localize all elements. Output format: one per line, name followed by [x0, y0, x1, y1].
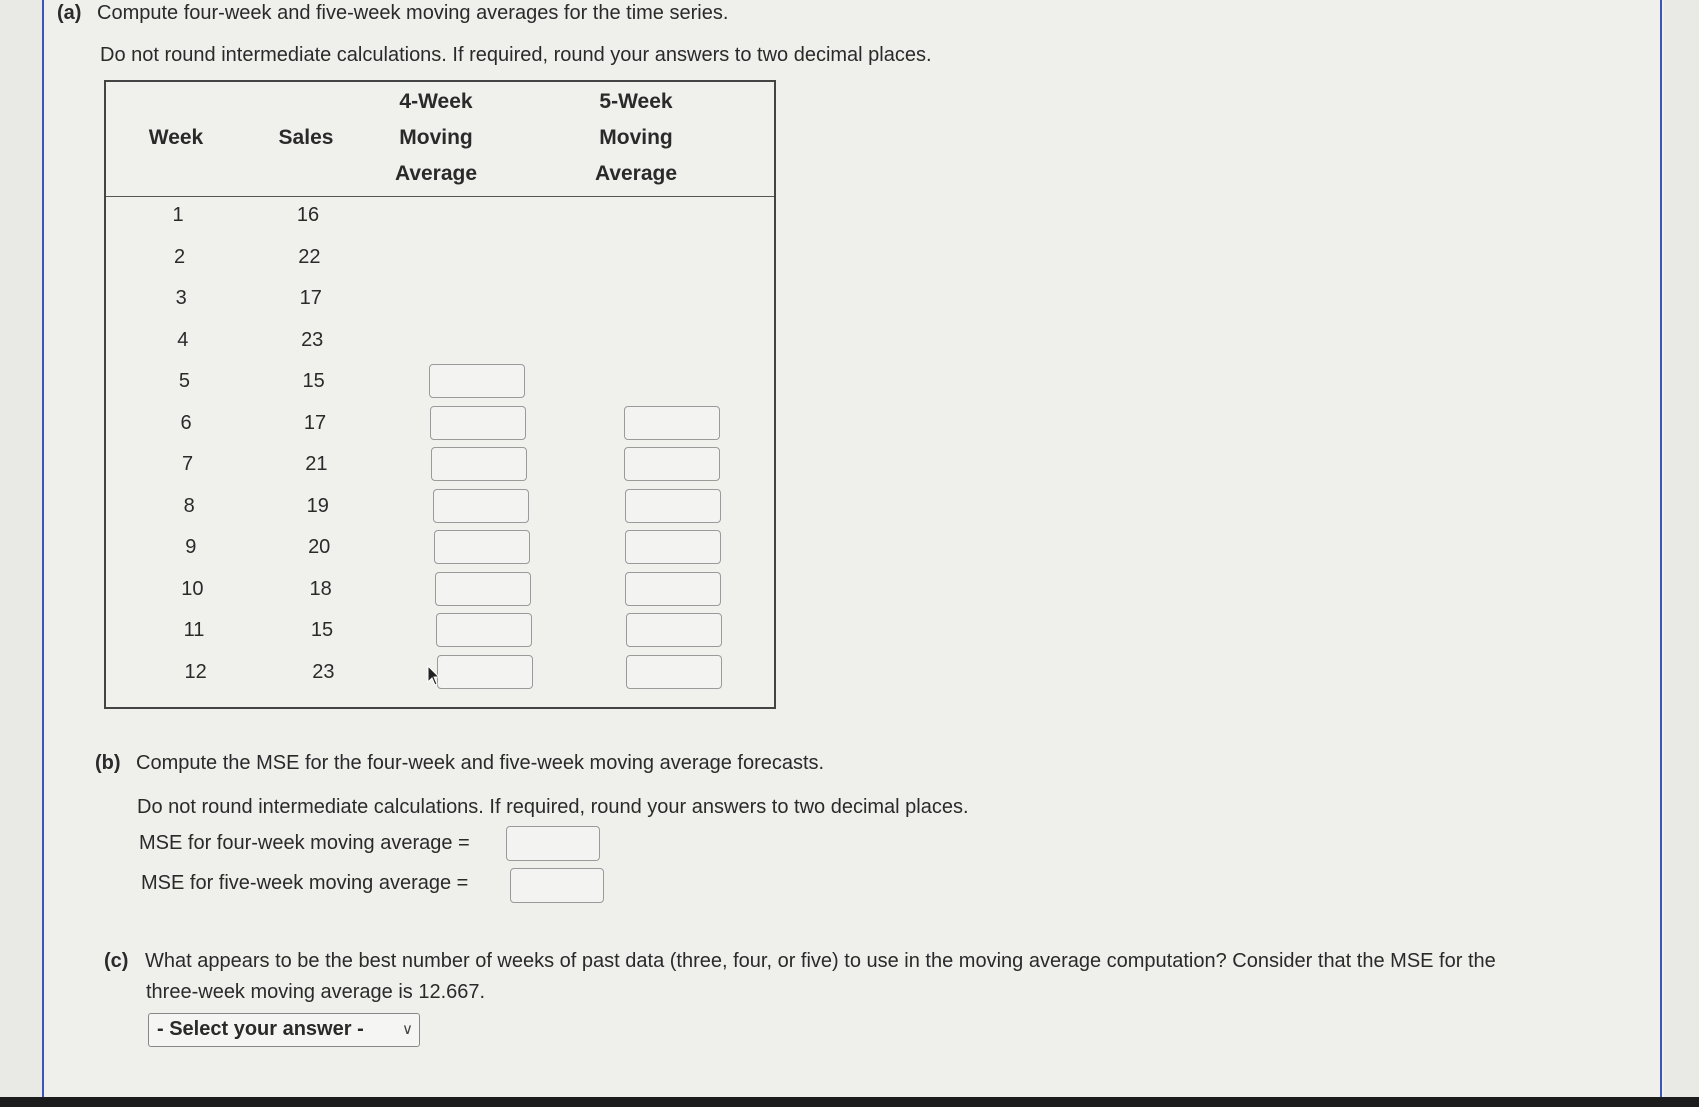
sales-cell: 20: [308, 536, 331, 558]
sales-cell: 15: [302, 370, 325, 392]
ma5-input[interactable]: [625, 530, 721, 564]
part-a-label: (a): [57, 2, 82, 24]
part-c-prompt-line1: What appears to be the best number of weeks of past data (three, four, or five) to use in the moving average computation? Consider that the MSE for the: [145, 950, 1496, 972]
sales-cell: 18: [309, 577, 332, 600]
ma4-input[interactable]: [433, 489, 529, 523]
chevron-down-icon: ∨: [402, 1021, 413, 1038]
week-cell: 10: [181, 577, 204, 600]
sales-cell: 22: [298, 245, 321, 268]
part-b-prompt: Compute the MSE for the four-week and five-week moving average forecasts.: [136, 752, 825, 774]
week-cell: 3: [175, 287, 187, 309]
ma4-input[interactable]: [436, 613, 532, 647]
ma4-input[interactable]: [430, 406, 526, 440]
week-cell: 4: [177, 328, 189, 351]
part-b-label: (b): [95, 752, 121, 774]
moving-average-table: [104, 80, 776, 709]
week-cell: 9: [185, 536, 197, 558]
right-border: [1660, 0, 1662, 1107]
part-b-instruction: Do not round intermediate calculations. If required, round your answers to two decimal places.: [137, 796, 969, 818]
week-cell: 7: [182, 453, 194, 475]
mse5-input[interactable]: [510, 868, 604, 903]
sales-cell: 21: [305, 453, 328, 475]
part-c-label: (c): [104, 950, 129, 972]
sales-cell: 16: [296, 204, 320, 226]
sales-cell: 23: [312, 660, 335, 683]
mouse-pointer-icon: [427, 665, 443, 687]
header-sales: Sales: [278, 126, 334, 149]
header-4week: 4-Week Moving Average: [394, 90, 478, 185]
header-5week: 5-Week Moving Average: [594, 90, 678, 185]
ma5-input[interactable]: [625, 572, 721, 606]
part-c-prompt-line2: three-week moving average is 12.667.: [146, 981, 486, 1003]
part-a-prompt: Compute four-week and five-week moving averages for the time series.: [97, 2, 729, 24]
ma5-input[interactable]: [625, 489, 721, 523]
week-cell: 8: [183, 494, 195, 517]
week-cell: 6: [180, 411, 192, 434]
best-weeks-select[interactable]: [148, 1013, 420, 1047]
ma5-input[interactable]: [626, 613, 722, 647]
week-cell: 2: [174, 245, 186, 268]
screen-bezel: [0, 1097, 1699, 1107]
ma5-input[interactable]: [624, 406, 720, 440]
sales-cell: 17: [299, 287, 322, 309]
mse5-label: MSE for five-week moving average =: [141, 872, 469, 894]
ma4-input[interactable]: [431, 447, 527, 481]
sales-cell: 17: [303, 411, 327, 434]
ma5-input[interactable]: [626, 655, 722, 689]
ma4-input[interactable]: [437, 655, 533, 689]
mse4-input[interactable]: [506, 826, 600, 861]
ma4-input[interactable]: [429, 364, 525, 398]
sales-cell: 15: [310, 619, 334, 641]
ma4-input[interactable]: [434, 530, 530, 564]
header-divider: [106, 196, 774, 197]
part-a-instruction: Do not round intermediate calculations. If required, round your answers to two decimal places.: [100, 44, 932, 66]
header-week: Week: [148, 126, 204, 149]
mse4-label: MSE for four-week moving average =: [139, 832, 470, 854]
week-cell: 1: [172, 204, 184, 226]
week-cell: 5: [178, 370, 190, 392]
week-cell: 11: [183, 619, 205, 641]
sales-cell: 19: [306, 494, 329, 517]
select-value: - Select your answer -: [157, 1018, 364, 1040]
sales-cell: 23: [301, 328, 324, 351]
ma5-input[interactable]: [624, 447, 720, 481]
ma4-input[interactable]: [435, 572, 531, 606]
week-cell: 12: [184, 660, 207, 683]
